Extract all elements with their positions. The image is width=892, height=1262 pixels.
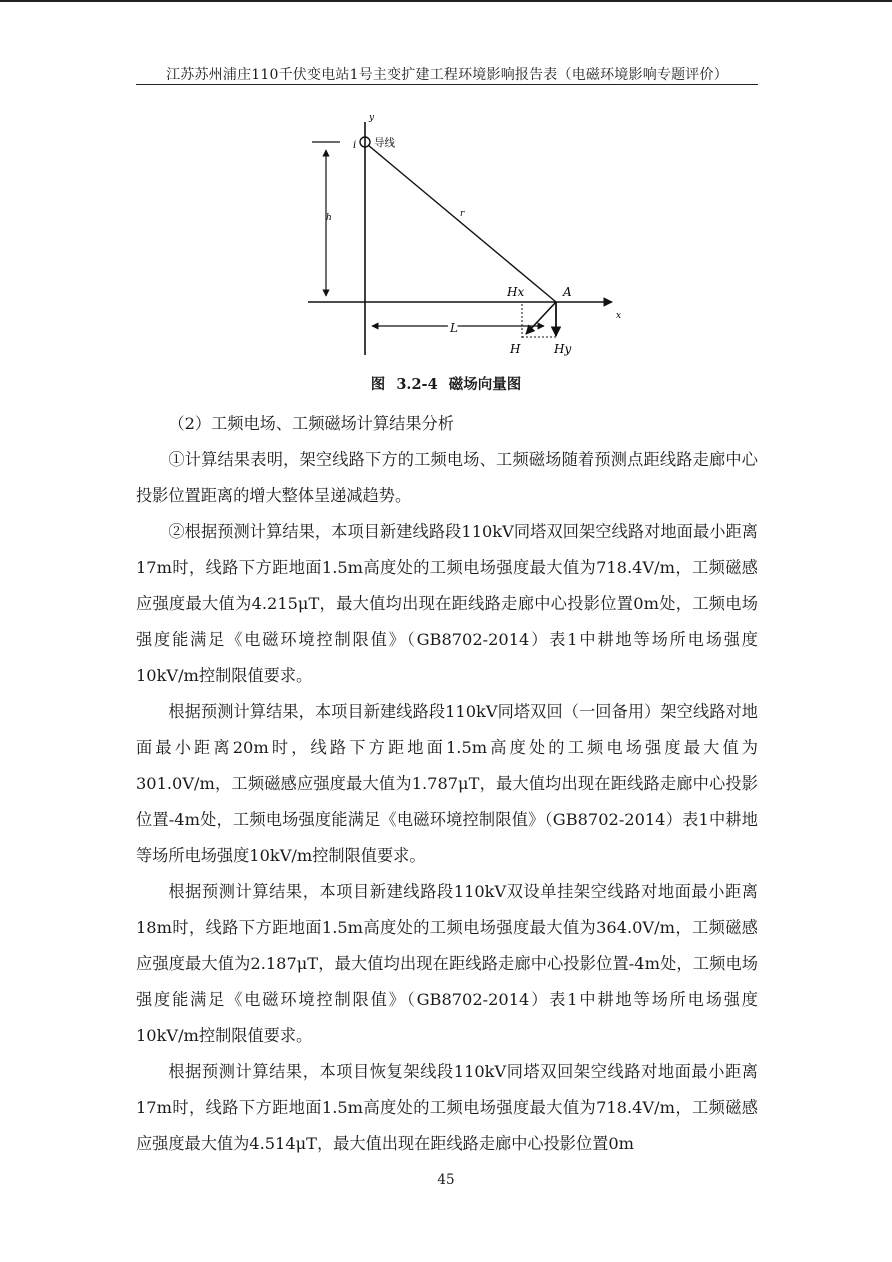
page-top-border <box>0 0 892 2</box>
figure-caption: 图 3.2-4 磁场向量图 <box>370 376 522 393</box>
header-divider <box>136 84 758 85</box>
h-label: H <box>510 342 521 356</box>
paragraph-1: ①计算结果表明，架空线路下方的工频电场、工频磁场随着预测点距线路走廊中心投影位置距离的增大整体呈递减趋势。 <box>136 450 758 505</box>
paragraph-3: 根据预测计算结果，本项目新建线路段110kV同塔双回（一回备用）架空线路对地面最小距离20m时，线路下方距地面1.5m高度处的工频电场强度最大值为301.0V/m，工频磁感应强度最大值为1.787μT，最大值均出现在距线路走廊中心投影位置-4m处，工频电场强度能满足《电磁环境控制限值》（GB8702-2014）表1中耕地等场所电场强度10kV/m控制限值要求。 <box>136 702 758 865</box>
conductor-label: 导线 <box>374 137 395 149</box>
h-vector-arrow <box>526 302 556 334</box>
hy-label: Hy <box>554 342 572 356</box>
magnetic-field-vector-figure <box>300 110 630 365</box>
current-label: i <box>353 140 357 151</box>
radius-label: r <box>460 209 465 219</box>
vector-diagram <box>300 110 630 365</box>
body-content <box>136 406 758 1162</box>
page-header: 江苏苏州浦庄110千伏变电站1号主变扩建工程环境影响报告表（电磁环境影响专题评价） <box>166 67 728 83</box>
page-number: 45 <box>437 1172 455 1188</box>
paragraph-2: ②根据预测计算结果，本项目新建线路段110kV同塔双回架空线路对地面最小距离17m时，线路下方距地面1.5m高度处的工频电场强度最大值为718.4V/m，工频磁感应强度最大值为4.215μT，最大值均出现在距线路走廊中心投影位置0m处，工频电场强度能满足《电磁环境控制限值》（GB8702-2014）表1中耕地等场所电场强度10kV/m控制限值要求。 <box>136 522 758 685</box>
hx-label: Hx <box>507 285 525 299</box>
paragraph-5: 根据预测计算结果，本项目恢复架线段110kV同塔双回架空线路对地面最小距离17m时，线路下方距地面1.5m高度处的工频电场强度最大值为718.4V/m，工频磁感应强度最大值为4.514μT，最大值出现在距线路走廊中心投影位置0m <box>136 1062 758 1153</box>
x-axis-label: x <box>616 311 622 321</box>
distance-label: L <box>450 321 458 335</box>
point-a-label: A <box>563 285 572 299</box>
height-label: h <box>326 213 332 223</box>
y-axis-label: y <box>369 113 375 123</box>
radius-line <box>368 145 556 302</box>
section-heading: （2）工频电场、工频磁场计算结果分析 <box>168 414 454 433</box>
paragraph-4: 根据预测计算结果，本项目新建线路段110kV双设单挂架空线路对地面最小距离18m时，线路下方距地面1.5m高度处的工频电场强度最大值为364.0V/m，工频磁感应强度最大值为2.187μT，最大值均出现在距线路走廊中心投影位置-4m处，工频电场强度能满足《电磁环境控制限值》（GB8702-2014）表1中耕地等场所电场强度10kV/m控制限值要求。 <box>136 882 758 1045</box>
